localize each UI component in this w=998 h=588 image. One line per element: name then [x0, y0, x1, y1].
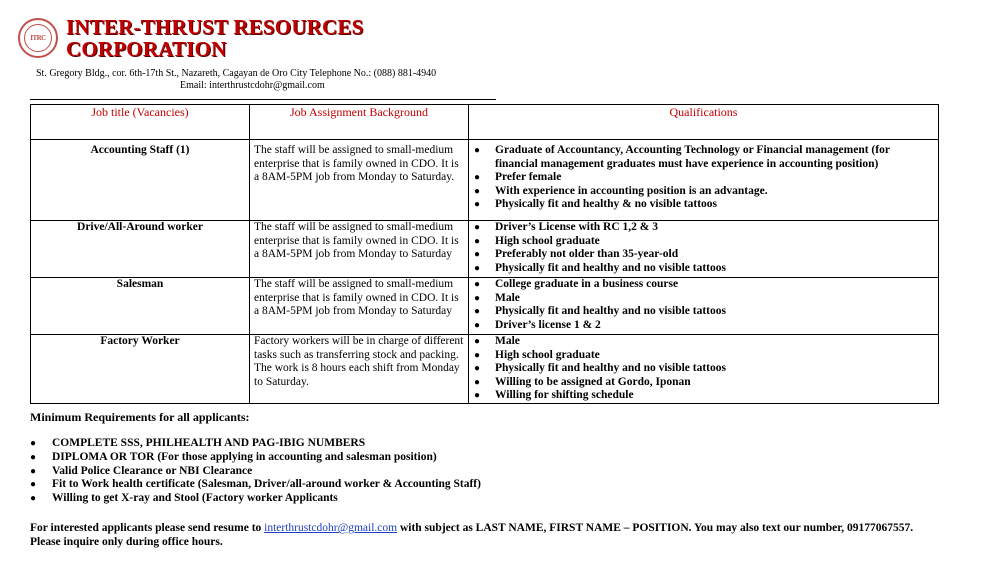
job-qualifications: [469, 335, 939, 404]
job-qualifications: [469, 140, 939, 221]
qualification-item: ● Willing for shifting schedule: [495, 389, 934, 403]
table-row: [31, 335, 939, 404]
company-name: [66, 16, 364, 60]
contact-prefix: For interested applicants please send resume to: [30, 522, 265, 534]
contact-instructions: [30, 521, 930, 549]
company-address: St. Gregory Bldg., cor. 6th-17th St., Nazareth, Cagayan de Oro City Telephone No.: (088) 881-4940: [36, 68, 437, 79]
job-background: Factory workers will be in charge of different tasks such as transferring stock and packing. The work is 8 hours each shift from Monday to Saturday.: [250, 335, 469, 404]
table-row: [31, 140, 939, 221]
requirement-item: ● COMPLETE SSS, PHILHEALTH AND PAG-IBIG NUMBERS: [52, 437, 481, 451]
table-row: [31, 278, 939, 335]
qualification-item: ● Physically fit and healthy & no visible tattoos: [495, 198, 934, 212]
company-name-line1: INTER-THRUST RESOURCES: [66, 15, 364, 39]
header-divider: [30, 99, 496, 100]
requirement-item: ● Fit to Work health certificate (Salesman, Driver/all-around worker & Accounting Staff): [52, 478, 481, 492]
requirements-title: Minimum Requirements for all applicants:: [30, 410, 250, 424]
header-job-title: Job title (Vacancies): [31, 105, 250, 140]
job-title: Salesman: [31, 278, 250, 335]
email-link[interactable]: interthrustcdohr@gmail.com: [264, 522, 398, 534]
qualification-item: ● Driver’s license 1 & 2: [495, 319, 934, 333]
job-background: The staff will be assigned to small-medium enterprise that is family owned in CDO. It is a 8AM-5PM job from Monday to Saturday: [250, 278, 469, 335]
qualification-item: ● Prefer female: [495, 171, 934, 185]
job-title: Factory Worker: [31, 335, 250, 404]
job-qualifications: [469, 221, 939, 278]
contact-suffix: with subject as LAST NAME, FIRST NAME – POSITION. You may also text our number, 09177067557. Please inquire only during office hours.: [30, 522, 914, 548]
qualification-item: ● Physically fit and healthy and no visible tattoos: [495, 262, 934, 276]
header-qualifications: Qualifications: [469, 105, 939, 140]
logo-seal-text: ITRC: [24, 24, 52, 52]
qualification-item: ● Driver’s License with RC 1,2 & 3: [495, 221, 934, 235]
qualification-item: ● Male: [495, 292, 934, 306]
header-job-background: Job Assignment Background: [250, 105, 469, 140]
requirement-item: ● DIPLOMA OR TOR (For those applying in accounting and salesman position): [52, 451, 481, 465]
job-background: The staff will be assigned to small-medium enterprise that is family owned in CDO. It is a 8AM-5PM job from Monday to Saturday.: [250, 140, 469, 221]
qualification-item: ● Male: [495, 335, 934, 349]
job-title: Accounting Staff (1): [31, 140, 250, 221]
table-row: [31, 221, 939, 278]
requirements-list: [30, 437, 481, 506]
job-vacancies-table: [30, 104, 939, 404]
qualification-item: ● College graduate in a business course: [495, 278, 934, 292]
qualification-item: ● Graduate of Accountancy, Accounting Technology or Financial management (for financial management graduates must have experience in accounting position): [495, 144, 934, 171]
company-logo: [18, 18, 58, 58]
qualification-item: ● High school graduate: [495, 349, 934, 363]
table-header-row: [31, 105, 939, 140]
requirement-item: ● Willing to get X-ray and Stool (Factory worker Applicants: [52, 492, 481, 506]
qualification-item: ● Willing to be assigned at Gordo, Iponan: [495, 376, 934, 390]
job-background: The staff will be assigned to small-medium enterprise that is family owned in CDO. It is a 8AM-5PM job from Monday to Saturday: [250, 221, 469, 278]
qualification-item: ● Preferably not older than 35-year-old: [495, 248, 934, 262]
company-email: Email: interthrustcdohr@gmail.com: [180, 80, 325, 91]
job-qualifications: [469, 278, 939, 335]
qualification-item: ● High school graduate: [495, 235, 934, 249]
job-title: Drive/All-Around worker: [31, 221, 250, 278]
qualification-item: ● Physically fit and healthy and no visible tattoos: [495, 305, 934, 319]
qualification-item: ● With experience in accounting position is an advantage.: [495, 185, 934, 199]
qualification-item: ● Physically fit and healthy and no visible tattoos: [495, 362, 934, 376]
requirement-item: ● Valid Police Clearance or NBI Clearance: [52, 465, 481, 479]
company-name-line2: CORPORATION: [66, 37, 227, 61]
